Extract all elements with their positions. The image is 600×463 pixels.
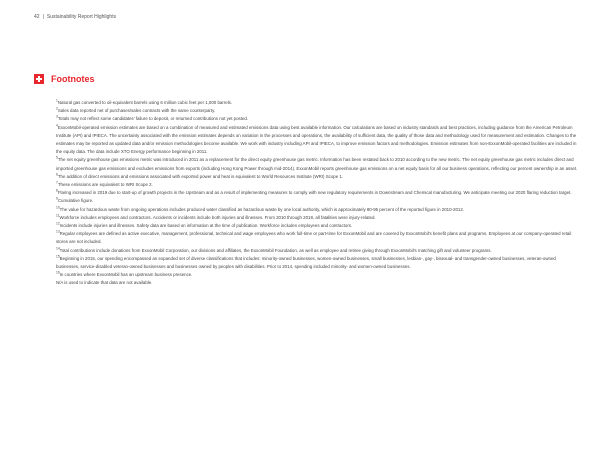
footnote xyxy=(56,173,578,181)
footnote-number: 11 xyxy=(56,213,60,218)
na-note: N/A is used to indicate that data are not available. xyxy=(56,280,153,286)
page-title: Footnotes xyxy=(51,73,95,84)
footnote-text: Cumulative figure. xyxy=(57,198,94,204)
footnote-text: Natural gas converted to oil-equivalent barrels using 6 million cubic feet per 1,000 barrels. xyxy=(57,100,233,105)
footnotes-list xyxy=(56,99,578,288)
footnote-text: Regular employees are defined as active executive, management, professional, technical and wage employees who work full-time or part-time for ExxonMobil and are covered by ExxonMobil's benefit plans and programs. Employees at our company-operated retail stores are not included. xyxy=(56,231,572,245)
footnote-number: 12 xyxy=(56,221,60,226)
footnote-text: Total contributions include donations from ExxonMobil Corporation, our divisions and affiliates, the ExxonMobil Foundation, as well as employee and retiree giving through ExxonMobil's matching gift and volunteer programs. xyxy=(59,247,492,253)
footnote-number: 10 xyxy=(56,205,60,210)
footnote-text: The addition of direct emissions and emissions associated with exported power and heat is equivalent to World Resources Institute (WRI) Scope 1. xyxy=(57,173,344,179)
plus-icon xyxy=(34,74,44,84)
footnote-text: ExxonMobil-operated emission estimates are based on a combination of measured and estimated emissions data using best available information. Our calculations are based on industry standards and best practices, including guidance from the American Petroleum Institute (API) and IPIECA. The uncertainty associated with the emission estimates depends on variation in the processes and operations, the availability of sufficient data, the quality of those data and methodology used for measurement and estimation. Changes to the estimates may be reported as updated data and/or emission methodologies become available. We work with industry including API and IPIECA, to improve emission factors and methodologies. Emission estimates from non-ExxonMobil-operated facilities are included in the equity data. The data include XTO Energy performance beginning in 2011. xyxy=(56,124,577,155)
footnote-text: These emissions are equivalent to WRI Scope 2. xyxy=(57,182,153,188)
footnote xyxy=(56,189,578,197)
footnote-number: 13 xyxy=(56,229,60,234)
footnote xyxy=(56,181,578,189)
section-title: Sustainability Report Highlights xyxy=(46,14,117,20)
footnote xyxy=(56,115,578,123)
footnote xyxy=(56,197,578,205)
footnotes-heading xyxy=(34,72,95,85)
footnote-text: Totals may not reflect some candidates' failure to deposit, or returned contributions not yet posted. xyxy=(57,116,249,122)
footnote-text: In countries where ExxonMobil has an upstream business presence. xyxy=(59,272,193,278)
page-number: 42 xyxy=(34,14,40,20)
footnote xyxy=(56,271,578,279)
header-separator: | xyxy=(42,14,44,20)
footnote xyxy=(56,206,578,214)
page-header xyxy=(34,14,116,20)
footnote xyxy=(56,255,578,271)
footnote-number: 5 xyxy=(56,155,58,160)
footnote-text: The net equity greenhouse gas emissions metric was introduced in 2011 as a replacement for the direct equity greenhouse gas metric. Information has been restated back to 2010 according to the new metric. The net equity greenhouse gas metric includes direct and imported greenhouse gas emissions and excludes emissions from exports (including Hong Kong Power through mid-2014). ExxonMobil reports greenhouse gas emissions on a net equity basis for all our business operations, reflecting our percent ownership in an asset. xyxy=(56,157,578,171)
footnote-number: 4 xyxy=(56,123,58,128)
footnote xyxy=(56,99,578,107)
footnote-text: Workforce includes employees and contractors. Accidents or incidents include both injuries and illnesses. From 2010 through 2019, all fatalities were injury-related. xyxy=(59,214,376,220)
footnote-number: 2 xyxy=(56,106,58,111)
footnote-number: 7 xyxy=(56,180,58,185)
footnote xyxy=(56,230,578,246)
footnote xyxy=(56,247,578,255)
footnote-number: 3 xyxy=(56,114,58,119)
footnote-number: 6 xyxy=(56,172,58,177)
footnote-text: The value for hazardous waste from ongoing operations includes produced water classified as hazardous waste by one local authority, which is approximately 80-95 percent of the reported figure in 2010-2012. xyxy=(59,206,465,212)
footnote-number: 14 xyxy=(56,246,60,251)
footnote-number: 15 xyxy=(56,254,60,259)
footnote xyxy=(56,214,578,222)
footnote-text: Sales data reported net of purchases/sales contracts with the same counterparty. xyxy=(57,108,216,114)
footnote-text: Incidents include injuries and illnesses. Safety data are based on information at the time of publication. Workforce includes employees and contractors. xyxy=(59,223,353,229)
footnote xyxy=(56,222,578,230)
footnote-text: Flaring increased in 2019 due to start-up of growth projects in the Upstream and as a result of implementing measures to comply with new regulatory requirements in Downstream and Chemical manufacturing. We anticipate meeting our 2020 flaring reduction target. xyxy=(57,190,572,196)
footnote-text: Beginning in 2015, our spending encompassed an expanded set of diverse classifications that includes: minority-owned businesses, women-owned businesses, small businesses, lesbian-, gay-, bisexual- and transgender-owned businesses, veteran-owned businesses, service-disabled veteran-owned businesses and businesses owned by peoples with disabilities. Prior to 2014, spending included minority- and women-owned businesses. xyxy=(56,255,556,270)
footnote-number: 1 xyxy=(56,98,58,103)
footnote xyxy=(56,124,578,157)
footnote-number: 8 xyxy=(56,188,58,193)
footnote-number: 16 xyxy=(56,270,60,275)
footnote xyxy=(56,156,578,172)
footnote-number: 9 xyxy=(56,196,58,201)
footnote xyxy=(56,107,578,115)
